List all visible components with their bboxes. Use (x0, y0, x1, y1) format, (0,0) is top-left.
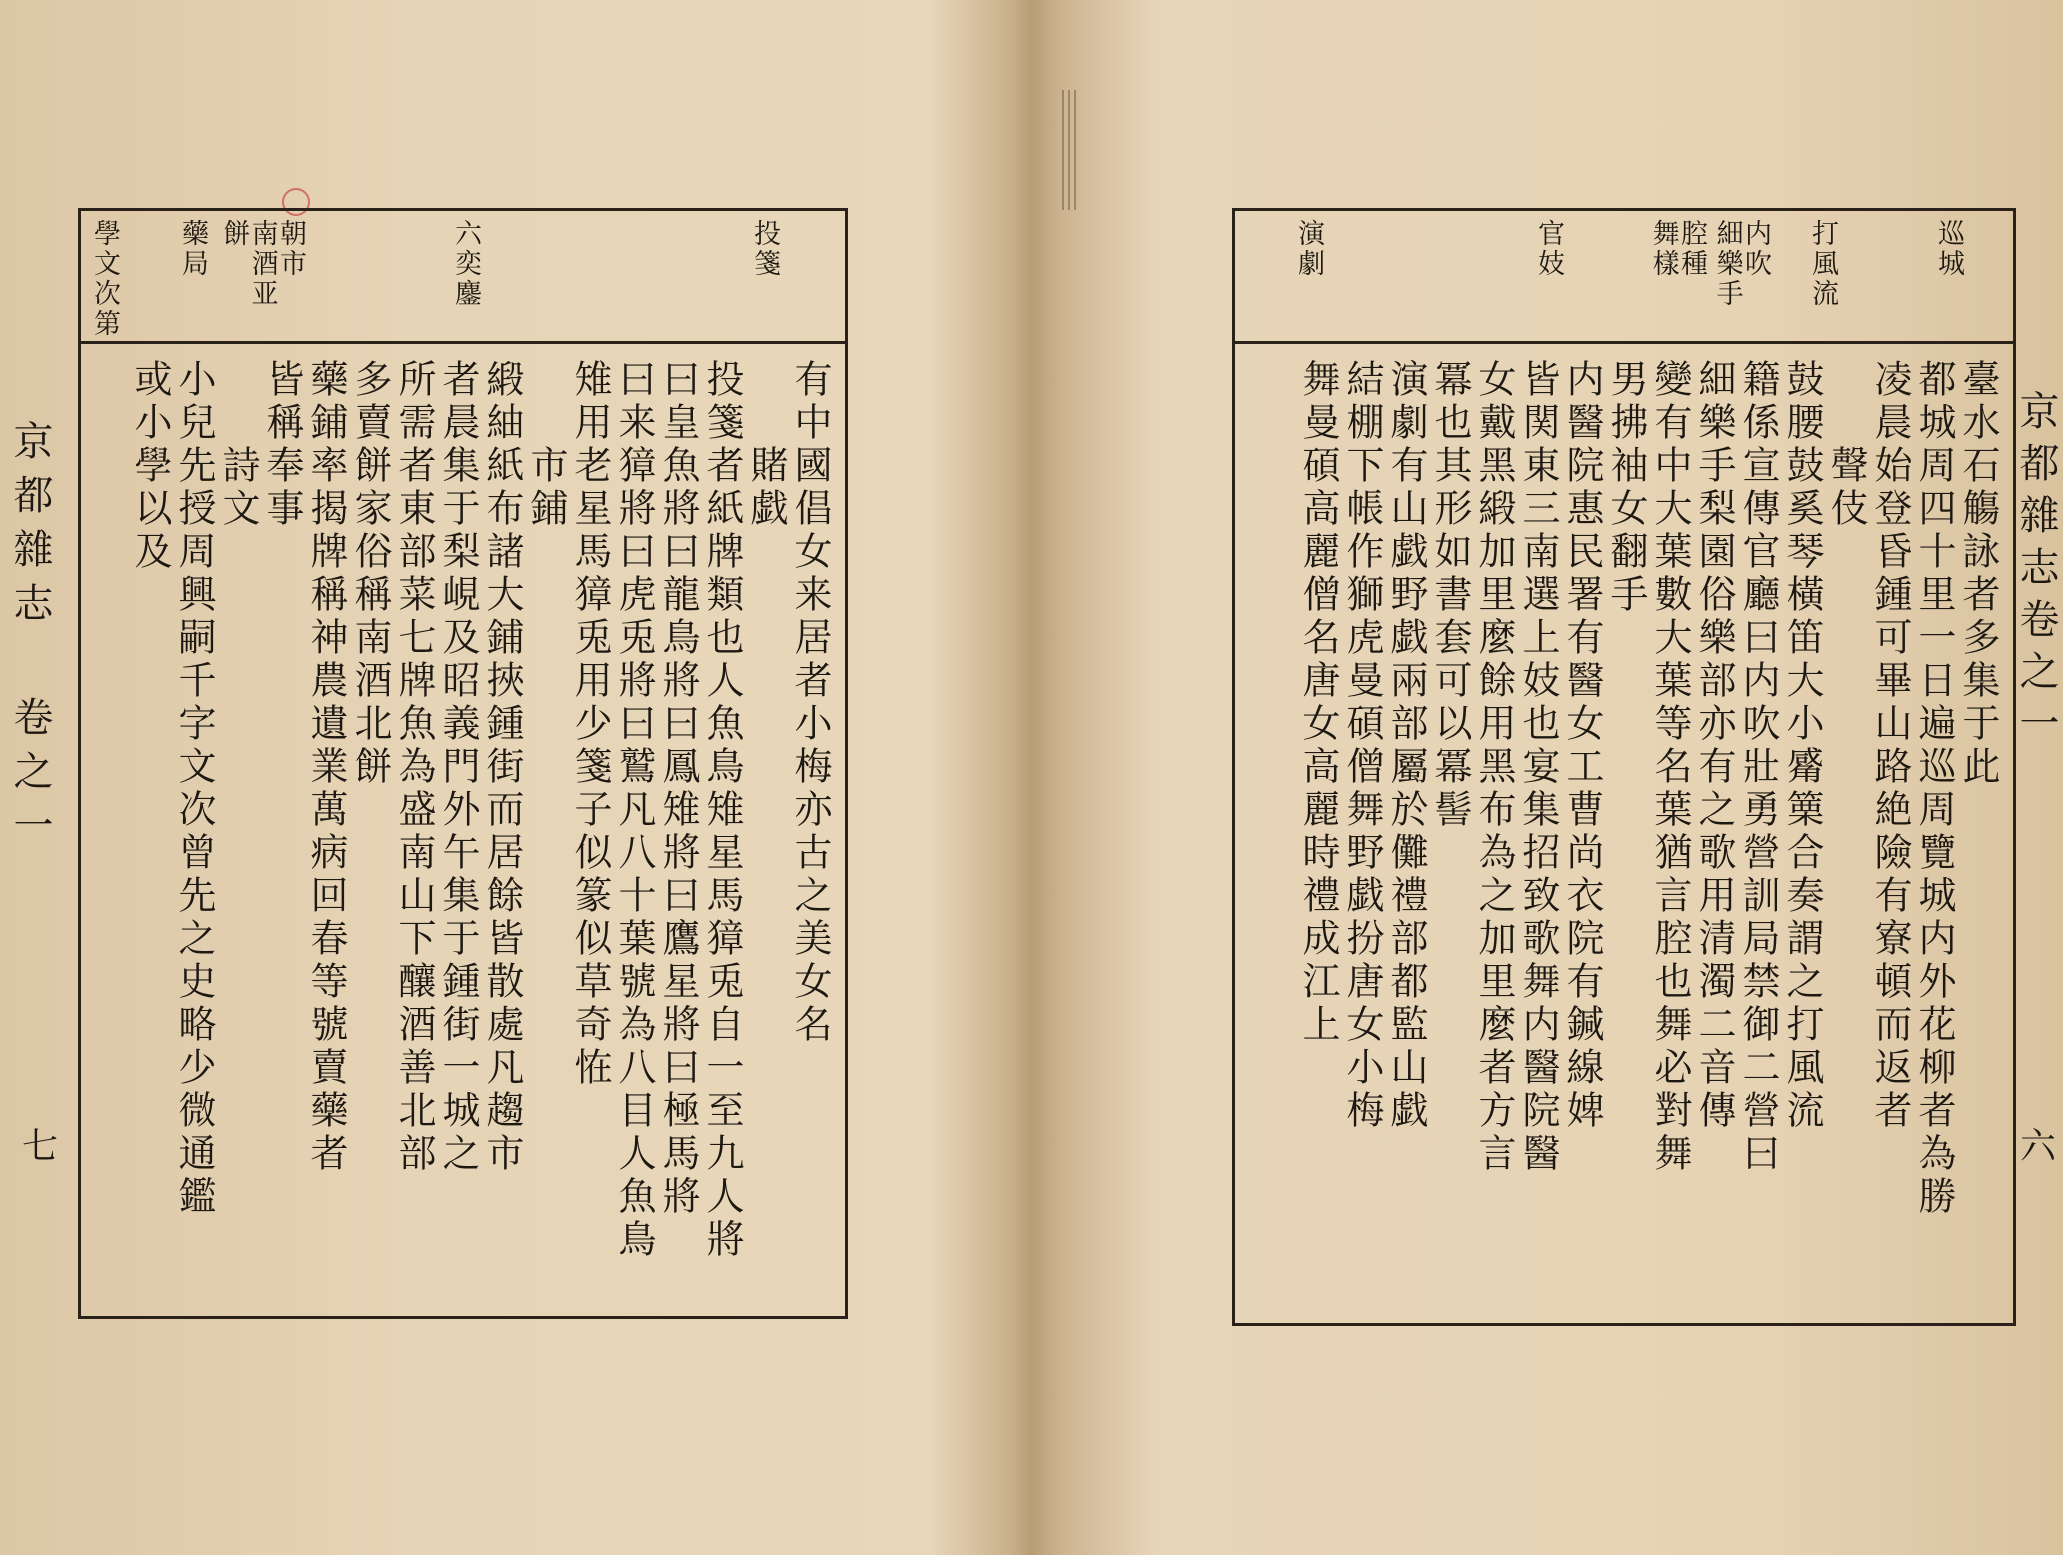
text-column: 凌晨始登昏鍾可畢山路絶險有寮頓而返者 (1868, 359, 1912, 1133)
text-column: 皆関東三南選上妓也宴集招致歌舞内醫院醫 (1516, 359, 1560, 1176)
page-number: 七 (22, 1126, 59, 1167)
heading: 朝市 南酒亚餅 (218, 219, 306, 309)
text-column: 演劇有山戯野戯兩部屬於儺禮部都監山戯 (1384, 359, 1428, 1133)
text-column: 藥鋪率揭牌稱神農遺業萬病回春等號賣藥者 (304, 359, 348, 1176)
right-page (1020, 0, 2063, 1555)
heading: 六奕鏖 (450, 219, 481, 309)
section-heading: 賭戯 (744, 359, 788, 531)
running-title: 京都雜志卷之一 (2013, 390, 2059, 754)
running-title: 京都雜志 卷之一 (7, 420, 53, 858)
heading: 腔種 舞樣 (1647, 219, 1707, 279)
text-column: 鼓腰鼓奚琴橫笛大小觱篥合奏謂之打風流 (1780, 359, 1824, 1133)
text-column: 皆稱奉事 (260, 359, 304, 531)
text-column: 投箋者紙牌類也人魚鳥雉星馬獐兎自一至九人將 (700, 359, 744, 1262)
text-column: 籍係宣傳官廳曰内吹壯勇營訓局禁御二營曰 (1736, 359, 1780, 1176)
text-column: 小兒先授周興嗣千字文次曾先之史略少微通鑑 (172, 359, 216, 1219)
text-column: 内醫院惠民署有醫女工曹尚衣院有鍼線婢 (1560, 359, 1604, 1133)
heading: 學文次第 (89, 219, 120, 339)
text-column: 曰来獐將曰虎兎將曰鷲凡八十葉號為八目人魚鳥 (612, 359, 656, 1262)
heading: 藥局 (177, 219, 208, 279)
text-column: 細樂手梨園俗樂部亦有之歌用清濁二音傳 (1692, 359, 1736, 1133)
text-column: 都城周四十里一日遍巡周覽城内外花柳者為勝 (1912, 359, 1956, 1219)
heading: 打風流 (1807, 219, 1838, 309)
heading: 巡城 (1933, 219, 1964, 279)
section-heading: 市鋪 (524, 359, 568, 531)
text-column: 或小學以及 (128, 359, 172, 574)
section-heading: 聲伎 (1824, 359, 1868, 531)
heading: 官妓 (1533, 219, 1564, 279)
left-page (0, 0, 1020, 1555)
text-column: 曰皇魚將曰龍鳥將曰鳳雉將曰鷹星將曰極馬將 (656, 359, 700, 1219)
text-column: 變有中大葉數大葉等名葉猶言腔也舞必對舞 (1648, 359, 1692, 1176)
text-column: 冪也其形如書套可以冪髻 (1428, 359, 1472, 832)
text-column: 所需者東部菜七牌魚為盛南山下釀酒善北部 (392, 359, 436, 1176)
text-column: 舞曼碩高麗僧名唐女高麗時禮成江上 (1296, 359, 1340, 1047)
text-column: 女戴黑緞加里麼餘用黑布為之加里麼者方言 (1472, 359, 1516, 1176)
text-column: 雉用老星馬獐兎用少箋子似篆似草奇恠 (568, 359, 612, 1090)
text-column: 男拂袖女翻手 (1604, 359, 1648, 617)
text-column: 臺水石觴詠者多集于此 (1956, 359, 2000, 789)
heading: 演劇 (1293, 219, 1324, 279)
text-column: 結棚下帳作獅虎曼碩僧舞野戯扮唐女小梅 (1340, 359, 1384, 1133)
heading: 内吹 細樂手 (1711, 219, 1771, 309)
text-column: 者晨集于梨峴及昭義門外午集于鍾街一城之 (436, 359, 480, 1176)
text-frame (1232, 208, 2016, 1326)
heading: 投箋 (749, 219, 780, 279)
text-column: 有中國倡女来居者小梅亦古之美女名 (788, 359, 832, 1047)
text-column: 緞紬紙布諸大鋪挾鍾街而居餘皆散處凡趨市 (480, 359, 524, 1176)
section-heading: 詩文 (216, 359, 260, 531)
page-number: 六 (2020, 1126, 2057, 1167)
text-column: 多賣餅家俗稱南酒北餅 (348, 359, 392, 789)
text-frame (78, 208, 848, 1319)
heading-band (1235, 211, 2013, 344)
